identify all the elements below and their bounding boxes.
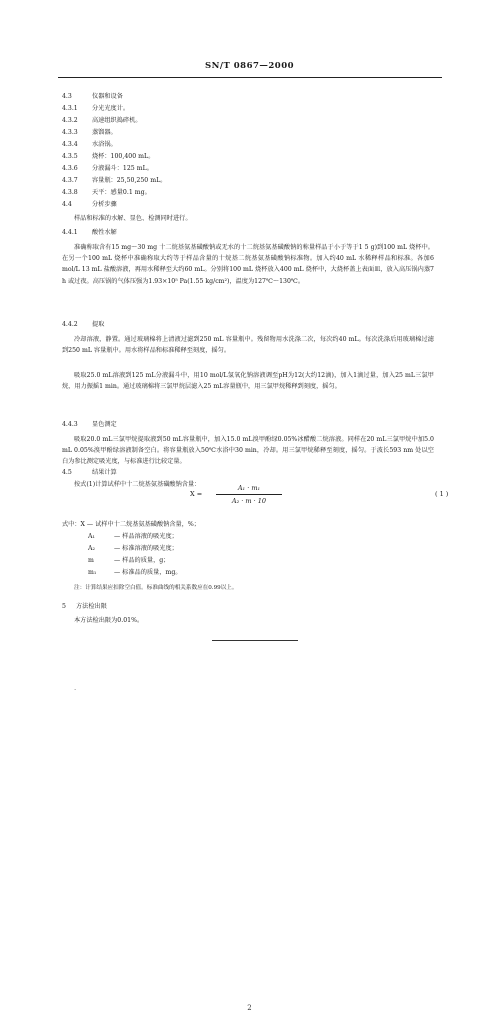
header-divider xyxy=(58,77,442,78)
paragraph: 本方法检出限为0.01%。 xyxy=(74,617,144,624)
where-item: A₁ — 样品溶液的吸光度； xyxy=(88,533,178,540)
paragraph: 按式(1)计算试样中十二烷基氨基磺酸钠含量： xyxy=(74,481,201,488)
note: 注：计算结果应扣除空白值。标准曲线的相关系数应在0.99以上。 xyxy=(74,585,238,591)
section-heading: 4.5 结果计算 xyxy=(62,469,117,476)
formula xyxy=(190,484,460,520)
fraction-bar xyxy=(216,494,282,495)
section-heading: 4.4.2 提取 xyxy=(62,321,105,328)
paragraph: 吸取25.0 mL溶液到125 mL分液漏斗中，用10 mol/L氢氧化钠溶液调至pH为12(大约12滴)，加入1滴过量，加入25 mL三氯甲烷，用力振摇1 min。通过玻璃棉将三氯甲烷层滤入25 mL容量瓶中，用三氯甲烷稀释到刻度，摇匀。 xyxy=(62,372,434,391)
standard-code: SN/T 0867—2000 xyxy=(204,61,295,71)
where-item: A₂ — 标准溶液的吸光度； xyxy=(88,545,178,552)
section-heading: 5 方法检出限 xyxy=(62,603,107,610)
equation-number: ( 1 ) xyxy=(435,490,449,498)
list-item: 4.3.5 烧杯：100,400 mL。 xyxy=(62,153,155,160)
list-item: 4.3.8 天平：感量0.1 mg。 xyxy=(62,189,151,196)
end-rule xyxy=(212,640,298,641)
paragraph: 冷却溶液，静置。通过玻璃棉将上清液过滤到250 mL 容量瓶中。残留物用水洗涤二次，每次约40 mL。每次洗涤后用玻璃棉过滤到250 mL 容量瓶中。用水将样品和标准稀释至刻度，摇匀。 xyxy=(62,336,434,355)
paragraph: 样品和标准的水解、显色、检测同时进行。 xyxy=(74,215,192,222)
section-heading: 4.4.1 酸性水解 xyxy=(62,229,117,236)
formula-fraction xyxy=(216,484,282,505)
formula-denominator: A₂ · m · 10 xyxy=(231,497,267,505)
formula-lhs: X = xyxy=(190,490,203,498)
formula-numerator: A₁ · m₁ xyxy=(237,484,261,492)
list-item: 4.3.6 分液漏斗：125 mL。 xyxy=(62,165,153,172)
list-item: 4.3.1 分光光度计。 xyxy=(62,105,130,112)
page-number: 2 xyxy=(247,1004,252,1012)
section-heading: 4.4.3 显色测定 xyxy=(62,421,117,428)
paragraph: 吸取20.0 mL三氯甲烷提取液到50 mL容量瓶中，加入15.0 mL溴甲酚绿0.05%冰醋酸二烷溶液。同样在20 mL三氯甲烷中加5.0 mL 0.05%溴甲酚绿溶液制备空白。将容量瓶放入50℃水浴中30 min，冷却。用三氯甲烷稀释至刻度，摇匀。于波长593 nm 处以空白为参比测定吸光度，与标准进行比较定量。 xyxy=(62,436,434,466)
list-item: 4.3.4 水浴锅。 xyxy=(62,141,117,148)
where-item: m — 样品的质量，g； xyxy=(88,557,170,564)
list-item: 4.3.2 高速组织捣碎机。 xyxy=(62,117,142,124)
paragraph: 准确称取含有15 mg～30 mg 十二烷基氨基磺酸钠或无水的十二烷基氨基磺酸钠的称量样品于小于等于1 5 g)到100 mL 烧杯中。在另一个100 mL 烧杯中准确称取大约等于样品含量的十烷基二烷基氨基磺酸钠标准物。加入约40 mL 水稀释样品和标准。各加6 mol/L 13 mL 盐酸溶液，再用水稀释至大约60 mL。分别将100 mL 烧杯放入400 mL 烧杯中，大烧杯盖上表面皿，放入高压锅内蒸7 h 或过夜。高压锅的气体压强为1.93×10⁵ Pa(1.55 kg/cm²)，温度为127℃～130℃。 xyxy=(62,244,434,285)
section-heading: 4.4 分析步骤 xyxy=(62,201,117,208)
stray-mark: · xyxy=(74,686,77,694)
list-item: 4.3 仪器和设备 xyxy=(62,93,123,100)
where-item: m₁ — 标准品的质量，mg。 xyxy=(88,569,182,576)
list-item: 4.3.7 容量瓶：25,50,250 mL。 xyxy=(62,177,167,184)
list-item: 4.3.3 蒸馏器。 xyxy=(62,129,117,136)
where-intro: 式中：X — 试样中十二烷基氨基磺酸钠含量，%； xyxy=(62,521,200,528)
